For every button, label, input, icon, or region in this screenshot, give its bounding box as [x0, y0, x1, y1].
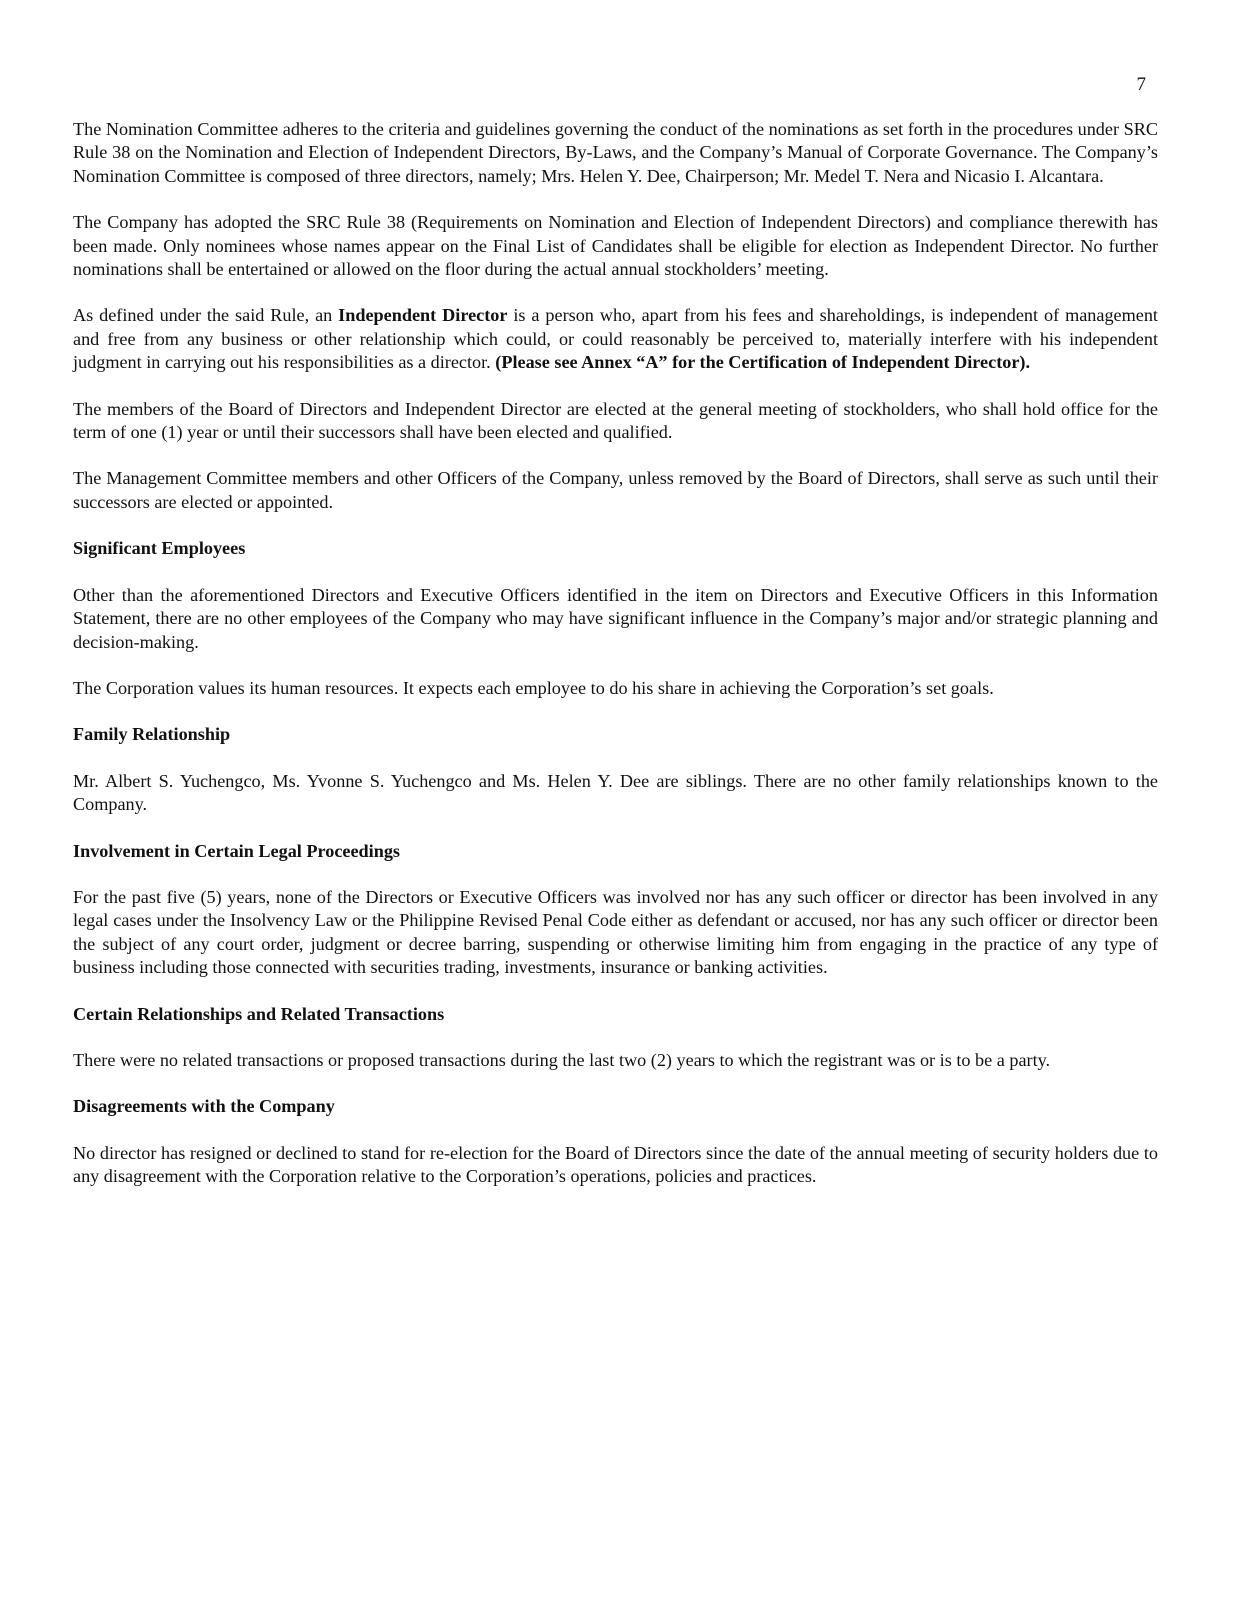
- significant-employees-paragraph: Other than the aforementioned Directors and Executive Officers identified in the item on Directors and Executive Officers in this Information Statement, there are no other employees of the Company who may have significant influence in the Company’s major and/or strategic planning and decision-making.: [73, 584, 1158, 652]
- legal-proceedings-paragraph: For the past five (5) years, none of the Directors or Executive Officers was involved nor has any such officer or director has been involved in any legal cases under the Insolvency Law or the Philippine Revised Penal Code either as defendant or accused, nor has any such officer or director been the subject of any court order, judgment or decree barring, suspending or otherwise limiting him from engaging in the practice of any type of business including those connected with securities trading, investments, insurance or banking activities.: [73, 886, 1158, 978]
- family-relationship-paragraph: Mr. Albert S. Yuchengco, Ms. Yvonne S. Yuchengco and Ms. Helen Y. Dee are siblings. There are no other family relationships known to the Company.: [73, 770, 1158, 815]
- legal-proceedings-heading: Involvement in Certain Legal Proceedings: [73, 840, 401, 861]
- nomination-committee-paragraph: The Nomination Committee adheres to the criteria and guidelines governing the conduct of the nominations as set forth in the procedures under SRC Rule 38 on the Nomination and Election of Independent Directors, By-Laws, and the Company’s Manual of Corporate Governance. The Company’s Nomination Committee is composed of three directors, namely; Mrs. Helen Y. Dee, Chairperson; Mr. Medel T. Nera and Nicasio I. Alcantara.: [73, 119, 1158, 186]
- related-transactions-heading: Certain Relationships and Related Transactions: [73, 1003, 445, 1024]
- board-election-paragraph: The members of the Board of Directors and Independent Director are elected at the general meeting of stockholders, who shall hold office for the term of one (1) year or until their successors shall have been elected and qualified.: [73, 398, 1158, 443]
- human-resources-paragraph: The Corporation values its human resources. It expects each employee to do his share in achieving the Corporation’s set goals.: [73, 677, 994, 698]
- independent-director-paragraph: [73, 304, 1158, 374]
- document-body: [73, 118, 1158, 1212]
- src-rule-paragraph: The Company has adopted the SRC Rule 38 (Requirements on Nomination and Election of Independent Directors) and compliance therewith has been made. Only nominees whose names appear on the Final List of Candidates shall be eligible for election as Independent Director. No further nominations shall be entertained or allowed on the floor during the actual annual stockholders’ meeting.: [73, 212, 1158, 280]
- independent-director-term: Independent Director: [338, 305, 508, 326]
- annex-note: (Please see Annex “A” for the Certification of Independent Director).: [495, 352, 1031, 373]
- related-transactions-paragraph: There were no related transactions or proposed transactions during the last two (2) years to which the registrant was or is to be a party.: [73, 1049, 1051, 1070]
- disagreements-paragraph: No director has resigned or declined to stand for re-election for the Board of Directors since the date of the annual meeting of security holders due to any disagreement with the Corporation relative to the Corporation’s operations, policies and practices.: [73, 1142, 1158, 1187]
- significant-employees-heading: Significant Employees: [73, 538, 246, 559]
- management-committee-paragraph: The Management Committee members and other Officers of the Company, unless removed by the Board of Directors, shall serve as such until their successors are elected or appointed.: [73, 468, 1158, 512]
- independent-director-intro: As defined under the said Rule, an: [73, 305, 339, 326]
- family-relationship-heading: Family Relationship: [73, 724, 231, 745]
- independent-director-body: is a person who, apart from his fees and shareholdings, is independent of management and free from any business or other relationship which could, or could reasonably be perceived to, materially interfere with his independent judgment in carrying out his responsibilities as a director.: [73, 305, 1158, 373]
- disagreements-heading: Disagreements with the Company: [73, 1096, 335, 1117]
- page-number: 7: [1136, 74, 1146, 95]
